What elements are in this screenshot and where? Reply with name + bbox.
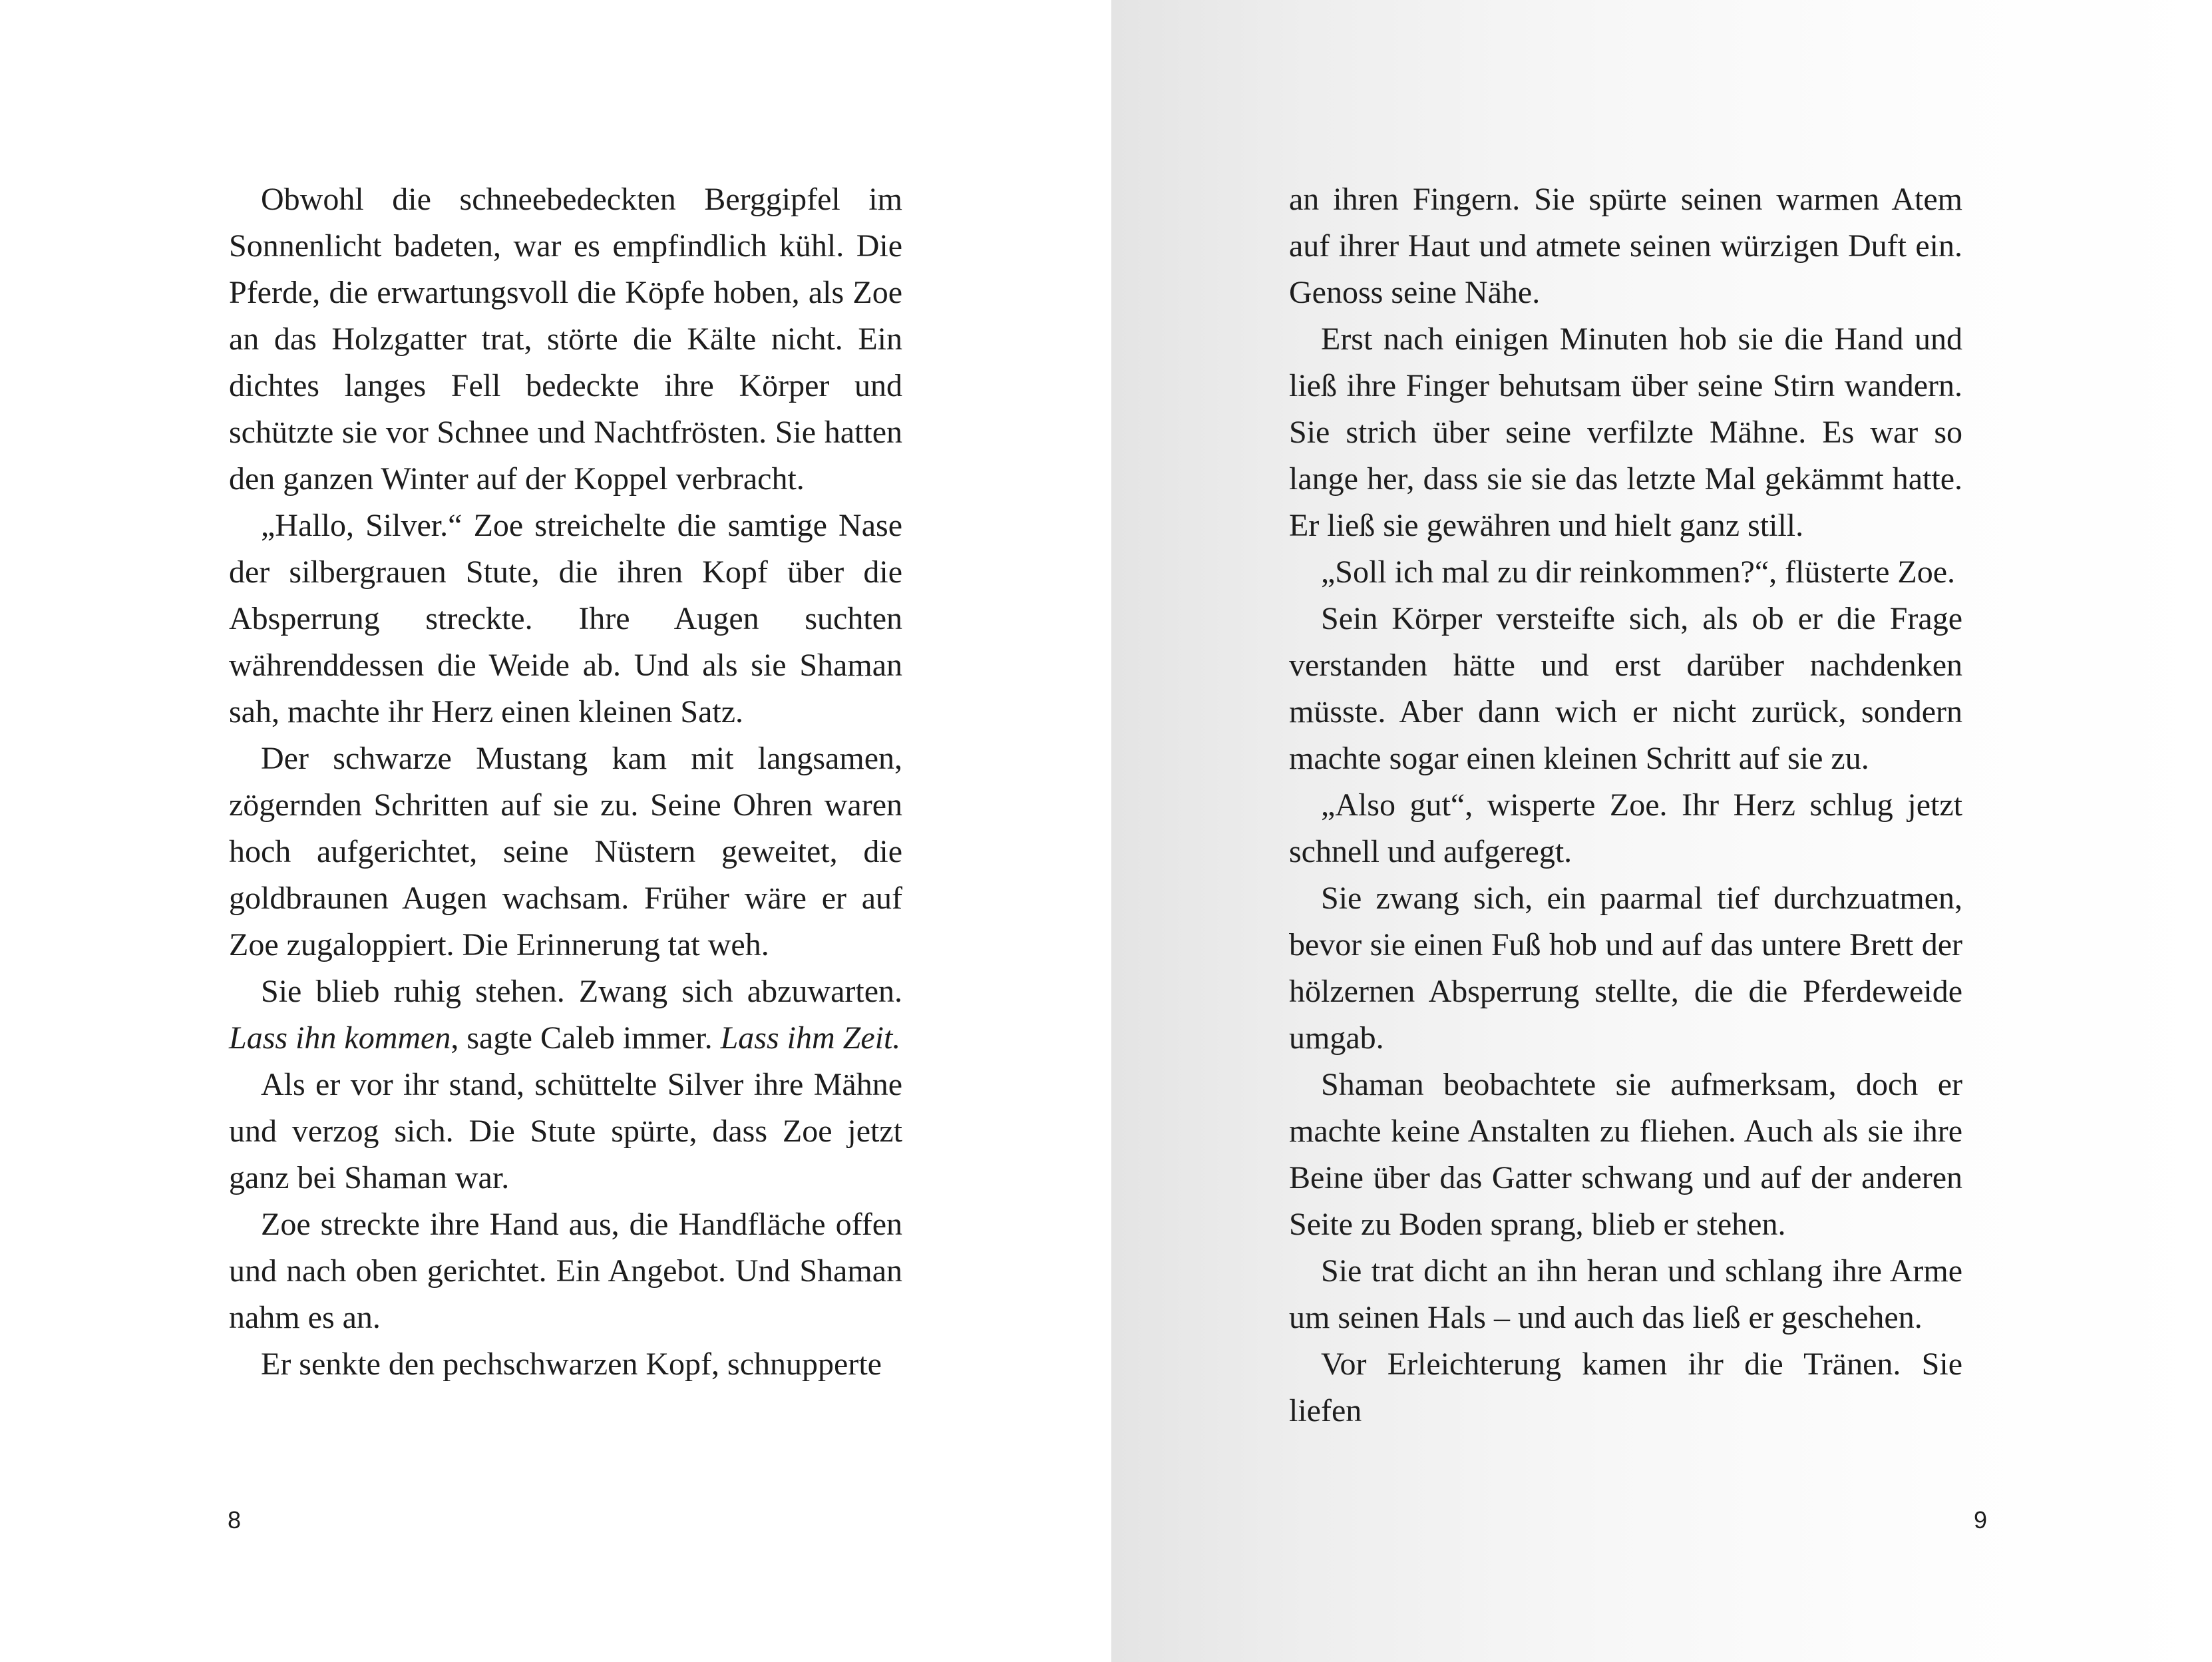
paragraph [1289, 1341, 1962, 1434]
paragraph [1289, 549, 1962, 596]
paragraph-text: , sagte Caleb immer. [451, 1020, 721, 1056]
paragraph-text: Obwohl die schneebedeckten Berggipfel im Sonnenlicht badeten, war es empfindlich kühl. Die Pferde, die erwartungsvoll die Köpfe hoben, als Zoe an das Holzgatter trat, störte die Kälte nicht. Ein dichtes langes Fell bedeckte ihre Körper und schützte sie vor Schnee und Nachtfrösten. Sie hatten den ganzen Winter auf der Koppel verbracht. [229, 182, 902, 497]
left-page-text [229, 176, 902, 1388]
paragraph [1289, 1248, 1962, 1341]
paragraph-text: Sie blieb ruhig stehen. Zwang sich abzuwarten. [261, 974, 902, 1009]
italic-text: Lass ihn kommen [229, 1020, 451, 1056]
paragraph [229, 735, 902, 968]
left-page-number: 8 [228, 1506, 242, 1534]
paragraph [1289, 875, 1962, 1062]
paragraph-text: Shaman beobachtete sie aufmerksam, doch er machte keine Anstalten zu fliehen. Auch als sie ihre Beine über das Gatter schwang und auf der anderen Seite zu Boden sprang, blieb er stehen. [1289, 1067, 1962, 1242]
paragraph-text: Er senkte den pechschwarzen Kopf, schnupperte [261, 1347, 882, 1382]
paragraph [229, 968, 902, 1062]
paragraph-text: „Soll ich mal zu dir reinkommen?“, flüsterte Zoe. [1321, 554, 1956, 590]
paragraph [1289, 316, 1962, 549]
paragraph [1289, 782, 1962, 875]
paragraph [1289, 596, 1962, 782]
paragraph-text: Sie zwang sich, ein paarmal tief durchzuatmen, bevor sie einen Fuß hob und auf das untere Brett der hölzernen Absperrung stellte, die die Pferdeweide umgab. [1289, 881, 1962, 1056]
paragraph-text: „Also gut“, wisperte Zoe. Ihr Herz schlug jetzt schnell und aufgeregt. [1289, 787, 1962, 869]
paragraph-text: Der schwarze Mustang kam mit langsamen, zögernden Schritten auf sie zu. Seine Ohren waren hoch aufgerichtet, seine Nüstern geweitet, die goldbraunen Augen wachsam. Früher wäre er auf Zoe zugaloppiert. Die Erinnerung tat weh. [229, 741, 902, 962]
paragraph-text: an ihren Fingern. Sie spürte seinen warmen Atem auf ihrer Haut und atmete seinen würzigen Duft ein. Genoss seine Nähe. [1289, 182, 1962, 310]
right-page-number: 9 [1974, 1506, 1988, 1534]
paragraph [229, 503, 902, 735]
italic-text: Lass ihm Zeit. [720, 1020, 901, 1056]
paragraph [1289, 1062, 1962, 1248]
right-page [1111, 0, 2212, 1662]
paragraph-text: Sein Körper versteifte sich, als ob er die Frage verstanden hätte und erst darüber nachdenken müsste. Aber dann wich er nicht zurück, sondern machte sogar einen kleinen Schritt auf sie zu. [1289, 601, 1962, 776]
paragraph [229, 1201, 902, 1341]
paragraph-text: Erst nach einigen Minuten hob sie die Hand und ließ ihre Finger behutsam über seine Stirn wandern. Sie strich über seine verfilzte Mähne. Es war so lange her, dass sie sie das letzte Mal gekämmt hatte. Er ließ sie gewähren und hielt ganz still. [1289, 321, 1962, 543]
paragraph-text: „Hallo, Silver.“ Zoe streichelte die samtige Nase der silbergrauen Stute, die ihren Kopf über die Absperrung streckte. Ihre Augen suchten währenddessen die Weide ab. Und als sie Shaman sah, machte ihr Herz einen kleinen Satz. [229, 508, 902, 729]
right-page-text [1289, 176, 1962, 1434]
paragraph-text: Als er vor ihr stand, schüttelte Silver ihre Mähne und verzog sich. Die Stute spürte, dass Zoe jetzt ganz bei Shaman war. [229, 1067, 902, 1195]
paragraph-text: Sie trat dicht an ihn heran und schlang ihre Arme um seinen Hals – und auch das ließ er geschehen. [1289, 1253, 1962, 1335]
paragraph [229, 176, 902, 503]
paragraph [229, 1062, 902, 1201]
paragraph-text: Vor Erleichterung kamen ihr die Tränen. Sie liefen [1289, 1347, 1962, 1428]
paragraph-text: Zoe streckte ihre Hand aus, die Handfläche offen und nach oben gerichtet. Ein Angebot. Und Shaman nahm es an. [229, 1207, 902, 1335]
paragraph [229, 1341, 902, 1388]
paragraph [1289, 176, 1962, 316]
